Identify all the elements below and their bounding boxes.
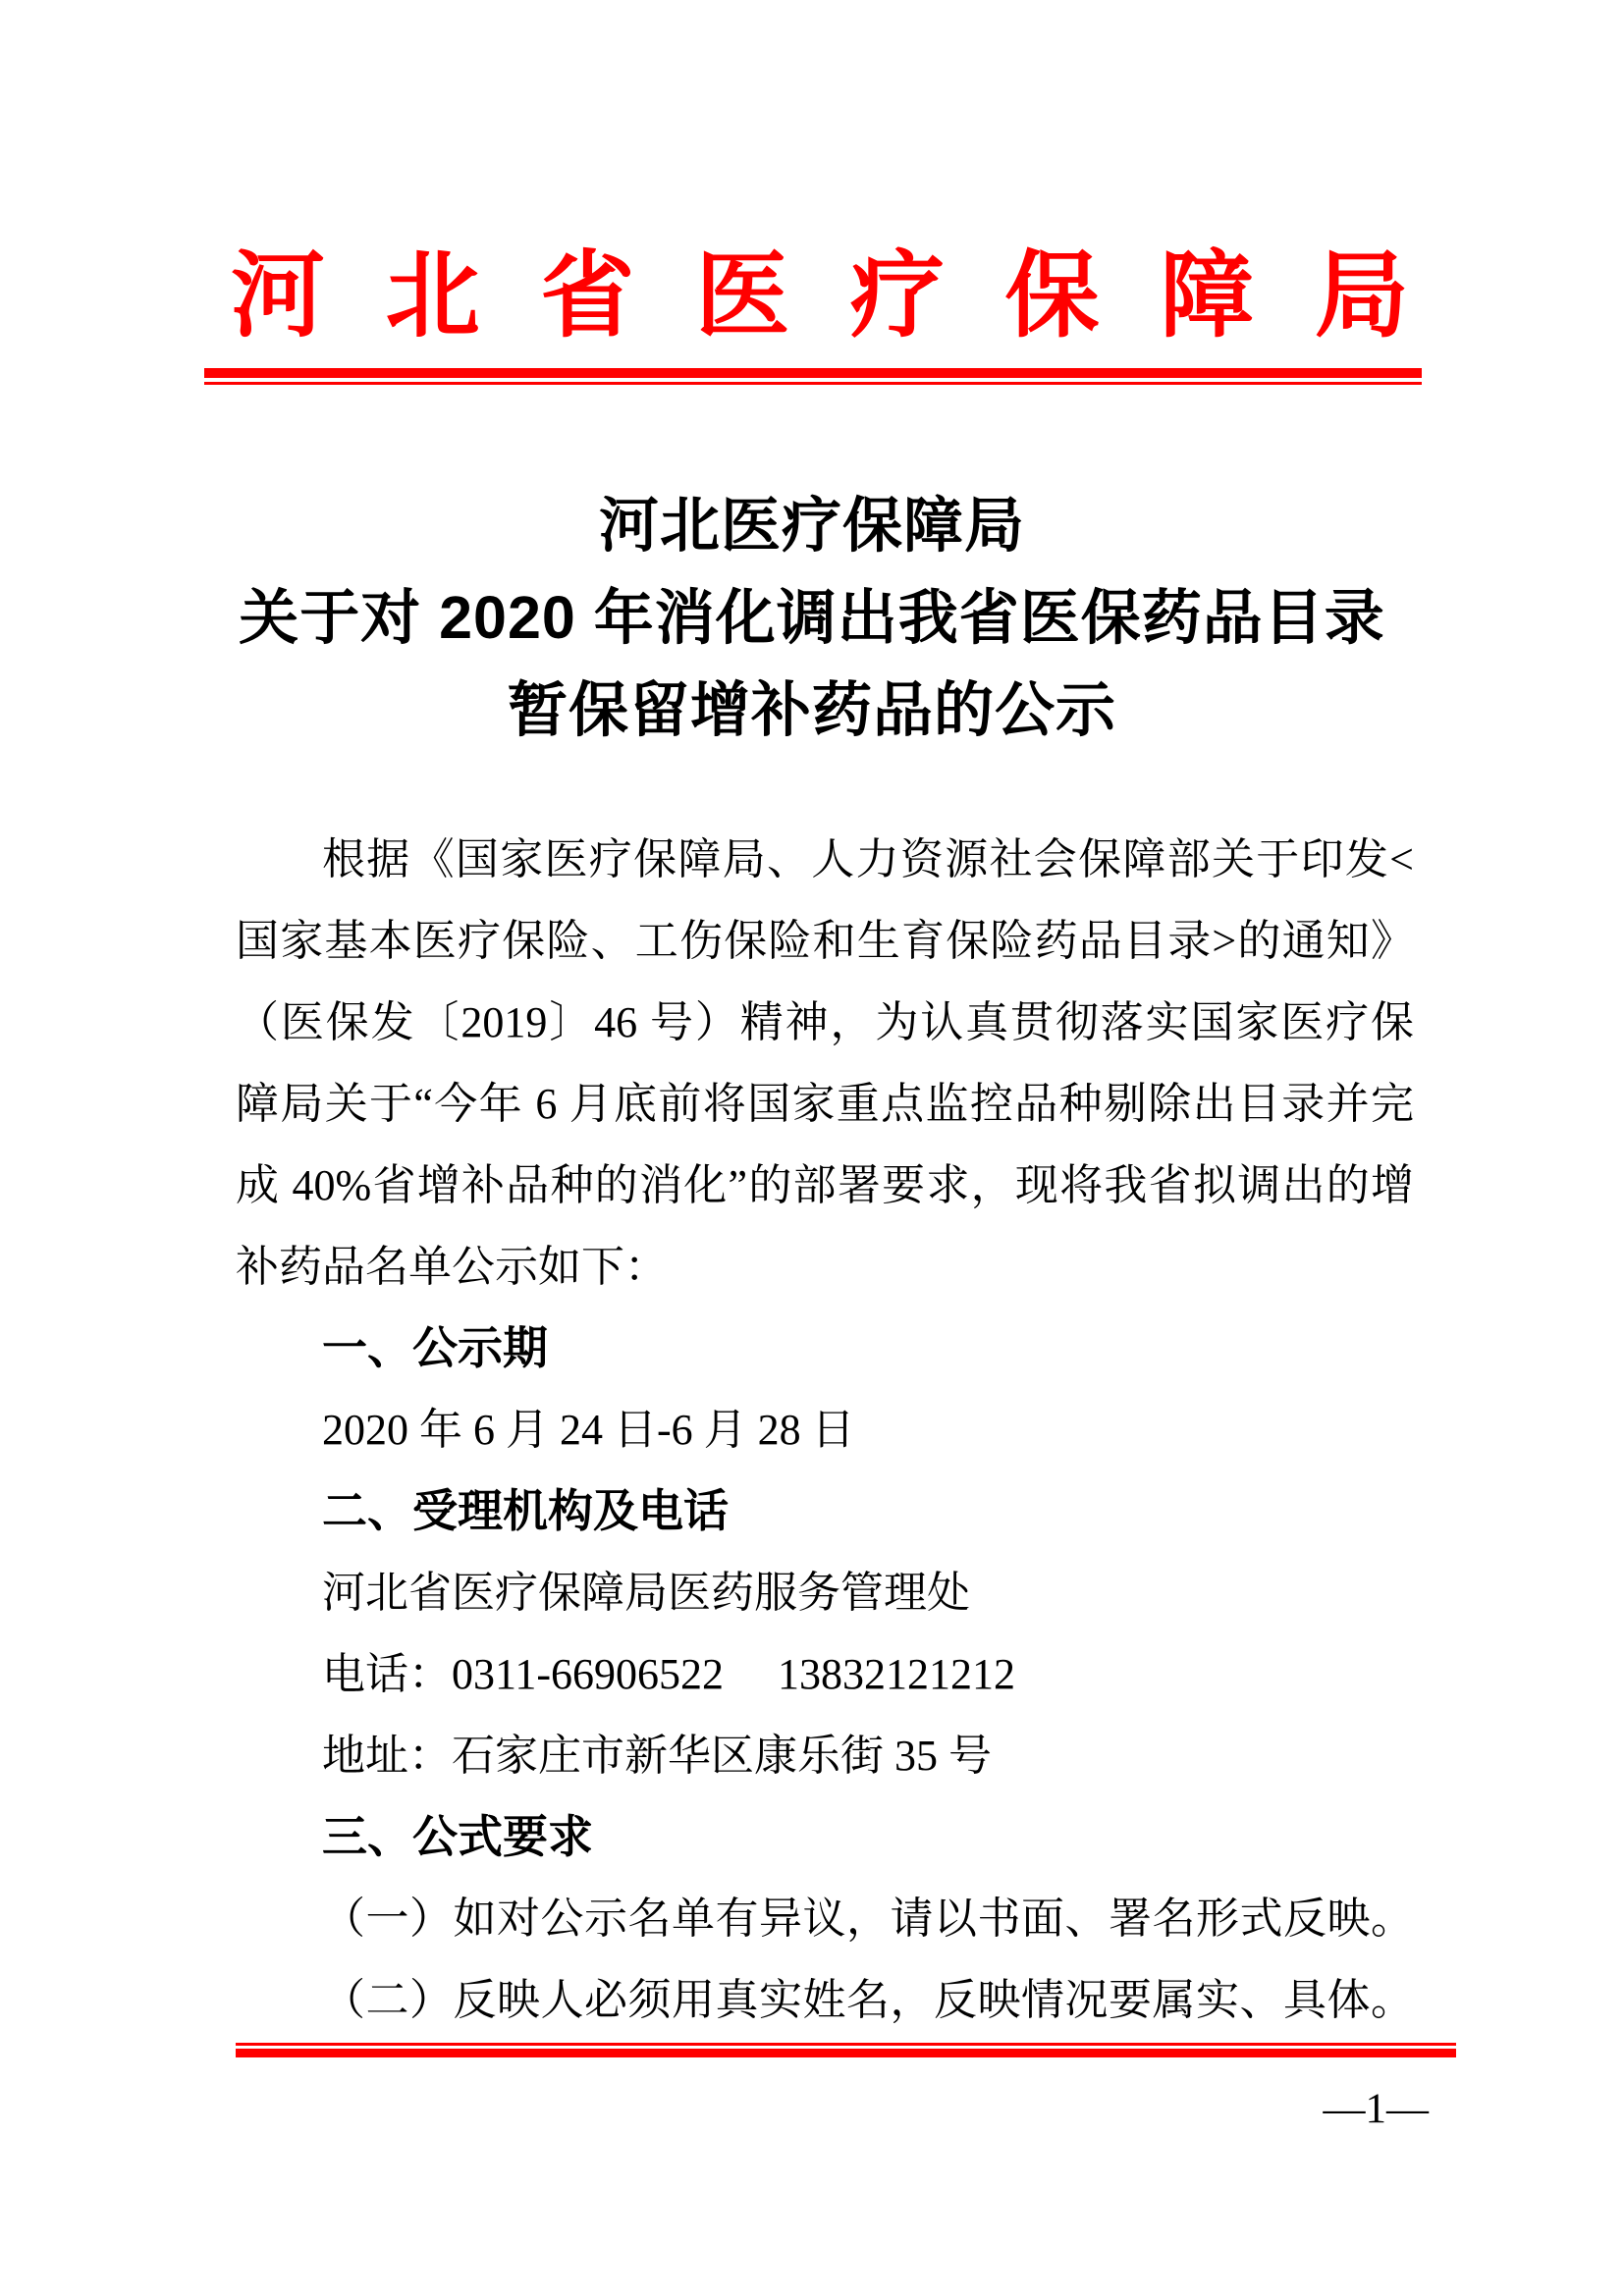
publicity-period-line: 2020 年 6 月 24 日-6 月 28 日 bbox=[322, 1406, 855, 1454]
letterhead-title: 河 北 省 医 疗 保 障 局 bbox=[231, 243, 1409, 348]
phone-line: 电话：0311-66906522 13832121212 bbox=[322, 1650, 1016, 1698]
body-line: 障局关于“今年 6 月底前将国家重点监控品种剔除出目录并完 bbox=[236, 1080, 1414, 1128]
letterhead-separator-line bbox=[204, 368, 1422, 385]
body-line: 成 40%省增补品种的消化”的部署要求，现将我省拟调出的增 bbox=[236, 1161, 1414, 1209]
page-number: —1— bbox=[1323, 2086, 1429, 2132]
body-line: 补药品名单公示如下： bbox=[236, 1243, 668, 1291]
body-line: 国家基本医疗保险、工伤保险和生育保险药品目录>的通知》 bbox=[236, 917, 1414, 965]
document-body bbox=[236, 819, 1414, 2041]
document-title-line-3: 暂保留增补药品的公示 bbox=[507, 676, 1116, 743]
requirement-line-2: （二）反映人必须用真实姓名，反映情况要属实、具体。 bbox=[322, 1976, 1414, 2024]
document-title-line-2: 关于对 2020 年消化调出我省医保药品目录 bbox=[239, 584, 1385, 651]
section-heading-3: 三、公式要求 bbox=[322, 1811, 593, 1862]
body-line: 根据《国家医疗保障局、人力资源社会保障部关于印发< bbox=[322, 835, 1414, 883]
accepting-agency-line: 河北省医疗保障局医药服务管理处 bbox=[322, 1569, 970, 1617]
section-heading-1: 一、公示期 bbox=[322, 1322, 548, 1373]
body-line: （医保发〔2019〕46 号）精神，为认真贯彻落实国家医疗保 bbox=[236, 998, 1414, 1046]
document-title-line-1: 河北医疗保障局 bbox=[598, 492, 1025, 559]
requirement-line-1: （一）如对公示名单有异议，请以书面、署名形式反映。 bbox=[322, 1895, 1414, 1943]
document-title bbox=[0, 479, 1624, 756]
section-heading-2: 二、受理机构及电话 bbox=[322, 1485, 729, 1536]
footer-separator-line bbox=[236, 2043, 1456, 2057]
address-line: 地址：石家庄市新华区康乐街 35 号 bbox=[322, 1732, 992, 1780]
